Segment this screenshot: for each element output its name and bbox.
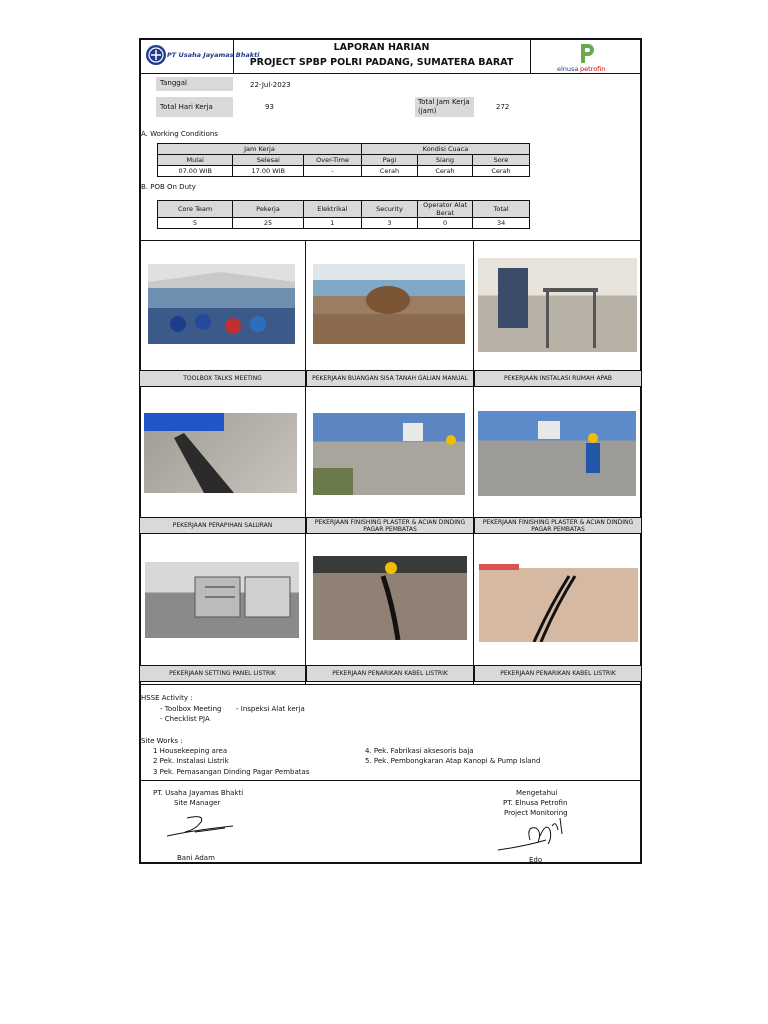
value-pagi: Cerah [361,166,417,177]
photo-grid-top-line [139,240,642,241]
photo-penarikan-kabel-1 [313,556,467,640]
value-siang: Cerah [417,166,472,177]
site-work-item-5: 5. Pek. Pembongkaran Atap Kanopi & Pump Island [365,757,541,765]
caption-plaster-2: PEKERJAAN FINISHING PLASTER & ACIAN DINDING PAGAR PEMBATAS [474,517,642,534]
caption-toolbox-meeting: TOOLBOX TALKS MEETING [139,370,306,387]
photo-plaster-2 [478,411,636,496]
photo-toolbox-meeting [148,264,295,344]
caption-buangan-tanah: PEKERJAAN BUANGAN SISA TANAH GALIAN MANUAL [306,370,474,387]
photo-instalasi-apab-graphic [478,258,637,352]
photo-penarikan-kabel-2-graphic [479,558,638,642]
petrofin-logo-text: petrofin [580,65,606,73]
right-known: Mengetahui [516,789,558,797]
header-siang: Siang [417,155,472,166]
signature-top-line [139,780,642,781]
hsse-item-toolbox: - Toolbox Meeting [160,705,222,713]
value-selesai: 17.00 WIB [233,166,304,177]
tanggal-label: Tanggal [160,79,187,87]
header-total: Total [473,201,530,218]
site-work-item-4: 4. Pek. Fabrikasi aksesoris baja [365,747,474,755]
photo-perapihan-saluran [144,413,297,493]
working-conditions-table [157,143,530,177]
photo-perapihan-saluran-graphic [144,413,297,493]
right-company: PT. Elnusa Petrofin [503,799,568,807]
value-operator: 0 [418,218,473,229]
header-core-team: Core Team [158,201,233,218]
project-title: PROJECT SPBP POLRI PADANG, SUMATERA BARAT [249,57,514,68]
header-divider-right [530,38,531,73]
elnusa-logo-text: elnusa [557,65,579,73]
photo-plaster-1-graphic [313,413,465,495]
total-hari-value: 93 [265,103,274,111]
photo-instalasi-apab [478,258,637,352]
hsse-item-checklist: - Checklist PJA [160,715,210,723]
header-elektrikal: Elektrikal [303,201,361,218]
photo-setting-panel-graphic [145,562,299,638]
header-selesai: Selesai [233,155,304,166]
value-security: 3 [361,218,417,229]
photo-toolbox-meeting-graphic [148,264,295,344]
value-elektrikal: 1 [303,218,361,229]
header-overtime: Over-Time [304,155,362,166]
right-name: Edo [529,856,543,864]
company-logo-icon [145,44,167,66]
right-signature [496,816,568,854]
value-pekerja: 25 [233,218,304,229]
right-role: Project Monitoring [504,809,568,817]
site-work-item-2: 2 Pek. Instalasi Listrik [153,757,229,765]
total-hari-label: Total Hari Kerja [160,103,213,111]
header-operator: Operator Alat Berat [418,201,473,218]
hsse-item-inspeksi: - Inspeksi Alat kerja [236,705,305,713]
header-security: Security [361,201,417,218]
jam-kerja-header: Jam Kerja [158,144,362,155]
photo-grid-col2 [473,240,474,684]
site-work-item-3: 3 Pek. Pemasangan Dinding Pagar Pembatas [153,768,310,776]
company-logo [144,42,260,69]
header-mulai: Mulai [158,155,233,166]
pob-table [157,200,530,229]
tanggal-value: 22-Jul-2023 [250,81,291,89]
header-pagi: Pagi [361,155,417,166]
photo-setting-panel [145,562,299,638]
caption-penarikan-kabel-2: PEKERJAAN PENARIKAN KABEL LISTRIK [474,665,642,682]
value-total: 34 [473,218,530,229]
value-overtime: - [304,166,362,177]
photo-buangan-tanah-graphic [313,264,465,344]
left-role: Site Manager [174,799,221,807]
total-jam-label: Total Jam Kerja (jam) [418,98,470,115]
elnusa-logo-icon [578,42,596,64]
caption-setting-panel: PEKERJAAN SETTING PANEL LISTRIK [139,665,306,682]
photo-grid-col1 [305,240,306,684]
photo-plaster-2-graphic [478,411,636,496]
site-work-item-1: 1 Housekeeping area [153,747,228,755]
photo-plaster-1 [313,413,465,495]
left-company: PT. Usaha Jayamas Bhakti [153,789,244,797]
caption-perapihan-saluran: PEKERJAAN PERAPIHAN SALURAN [139,517,306,534]
site-works-label: Site Works : [141,737,183,745]
company-logo-text: PT Usaha Jayamas Bhakti [167,51,260,59]
caption-instalasi-apab: PEKERJAAN INSTALASI RUMAH APAB [474,370,642,387]
photo-penarikan-kabel-1-graphic [313,556,467,640]
total-jam-value: 272 [496,103,510,111]
client-logo [550,42,620,72]
photo-buangan-tanah [313,264,465,344]
caption-penarikan-kabel-1: PEKERJAAN PENARIKAN KABEL LISTRIK [306,665,474,682]
header-sore: Sore [472,155,529,166]
value-sore: Cerah [472,166,529,177]
left-signature [165,812,235,842]
report-title: LAPORAN HARIAN [333,42,430,53]
left-name: Bani Adam [177,854,215,862]
photo-penarikan-kabel-2 [479,558,638,642]
value-mulai: 07.00 WIB [158,166,233,177]
kondisi-cuaca-header: Kondisi Cuaca [361,144,529,155]
pob-label: B. POB On Duty [141,183,196,191]
header-pekerja: Pekerja [233,201,304,218]
photo-grid-bottom-line [139,684,642,685]
working-conditions-label: A. Working Conditions [141,130,218,138]
hsse-label: HSSE Activity : [141,694,193,702]
value-core-team: 5 [158,218,233,229]
caption-plaster-1: PEKERJAAN FINISHING PLASTER & ACIAN DINDING PAGAR PEMBATAS [306,517,474,534]
